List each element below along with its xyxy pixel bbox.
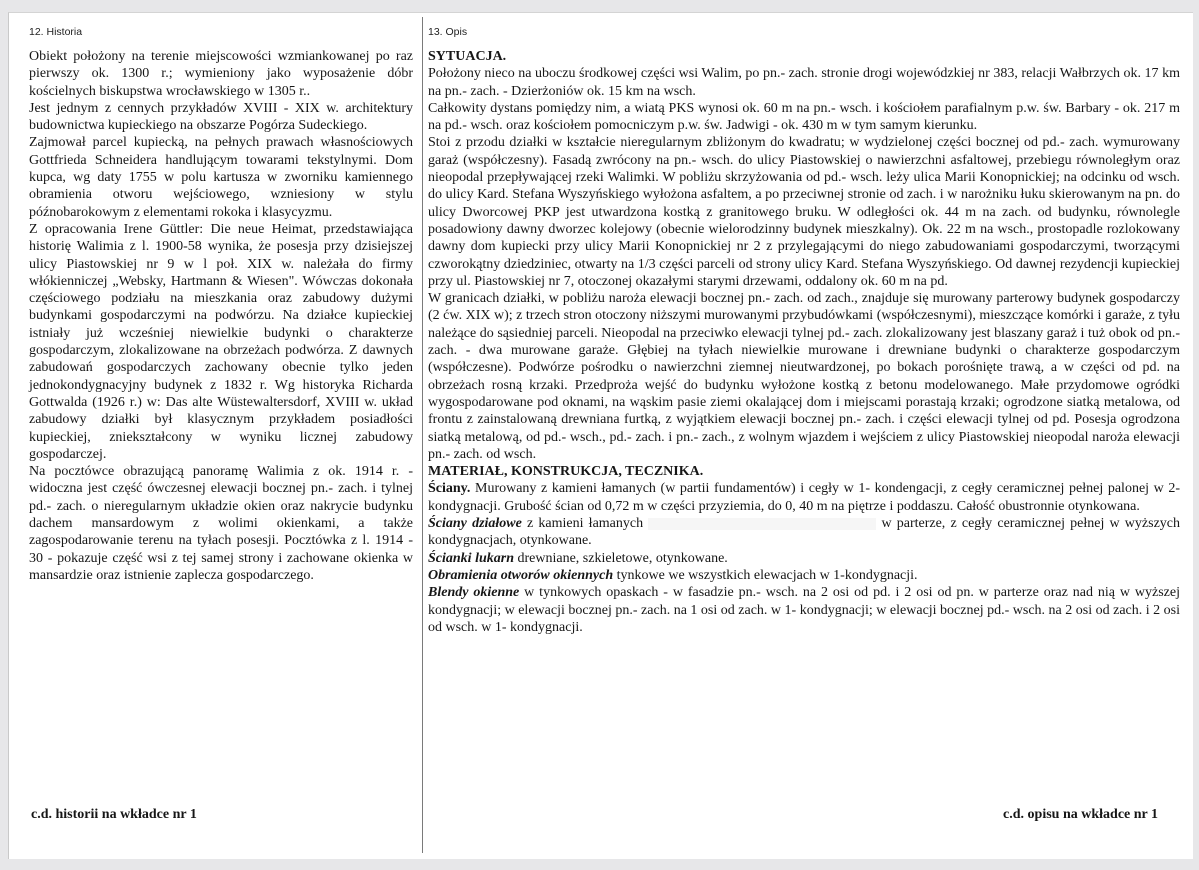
situation-paragraph: Położony nieco na uboczu środkowej części wsi Walim, po pn.- zach. stronie drogi wojewódzkiej nr 383, relacji Wałbrzych ok. 17 km na pn.- zach. - Dzierżoniów ok. 15 km na wsch. bbox=[428, 66, 1180, 99]
partition-walls-paragraph bbox=[428, 515, 1180, 550]
document-sheet bbox=[8, 12, 1193, 859]
history-text bbox=[29, 48, 413, 584]
description-column bbox=[428, 23, 1180, 853]
situation-heading: SYTUACJA. bbox=[428, 49, 507, 64]
walls-paragraph bbox=[428, 480, 1180, 515]
history-continuation-note: c.d. historii na wkładce nr 1 bbox=[31, 807, 197, 822]
situation-paragraph: Całkowity dystans pomiędzy nim, a wiatą PKS wynosi ok. 60 m na pn.- wsch. i kościołem parafialnym p.w. św. Barbary - ok. 217 m na pd.- wsch. oraz kościołem pomocniczym p.w. św. Jadwigi - ok. 430 m w tym samym kierunku. bbox=[428, 100, 1180, 134]
history-paragraph: Jest jednym z cennych przykładów XVIII - XIX w. architektury budownictwa kupieckiego na obszarze Pogórza Sudeckiego. bbox=[29, 100, 413, 134]
partition-walls-text: z kamieni łamanych bbox=[521, 516, 649, 532]
blind-windows-term: Blendy okienne bbox=[428, 585, 520, 601]
history-column bbox=[29, 23, 413, 853]
window-frames-paragraph bbox=[428, 567, 1180, 584]
blind-windows-text: w tynkowych opaskach - w fasadzie pn.- wsch. na 2 osi od pd. i 2 osi od pn. w parterze oraz nad nią w wyższej kondygnacji; w elewacji bocznej pn.- zach. na 1 osi od zach. w 1- kondygnacji; w elewacji bocznej pd.- wsch. na 2 osi od zach. i 2 osi od wsch. w 1- kondygnacji. bbox=[428, 585, 1180, 635]
history-paragraph: Zajmował parcel kupiecką, na pełnych prawach własnościowych Gottfrieda Schneidera handlującym towarami tekstylnymi. Dom kupca, wg daty 1755 w polu kartusza w zworniku kamiennego obramienia otworu wejściowego, wzniesiony w stylu późnobarokowym z elementami rokoka i klasycyzmu. bbox=[29, 135, 413, 220]
history-paragraph: Na pocztówce obrazującą panoramę Walimia z ok. 1914 r. - widoczna jest część ówczesnej elewacji bocznej pn.- zach. i tylnej pd.- zach. o nieregularnym układzie okien oraz nakrycie budynku dachem mansardowym z wolimi okienkami, a także zagospodarowanie terenu na tyłach posesji. Pocztówka z l. 1914 - 30 - pokazuje część wsi z tej samej strony i zachowane okienka w mansardzie oraz istnienie zaplecza gospodarczego. bbox=[29, 464, 413, 583]
material-heading: MATERIAŁ, KONSTRUKCJA, TECZNIKA. bbox=[428, 464, 704, 480]
dormer-walls-text: drewniane, szkieletowe, otynkowane. bbox=[513, 550, 728, 566]
column-divider bbox=[422, 17, 423, 853]
description-continuation-note: c.d. opisu na wkładce nr 1 bbox=[1003, 807, 1158, 822]
dormer-walls-term: Ścianki lukarn bbox=[428, 550, 514, 566]
blind-windows-paragraph bbox=[428, 584, 1180, 636]
situation-paragraph: Stoi z przodu działki w kształcie nieregularnym zbliżonym do kwadratu; w wydzielonej części bocznej od pd.- zach. wymurowany garaż (współczesny). Fasadą zwrócony na pn.- wsch. do ulicy Piastowskiej o nawierzchni asfaltowej, przebiegu równoległym oraz nieopodal przepływającej rzeki Walimki. W pobliżu skrzyżowania od pd.- wsch. leży ulica Marii Konopnickiej; na odcinku od wsch. do ulicy Kard. Stefana Wyszyńskiego wyłożona asfaltem, a po przeciwnej stronie od zach. i w narożniku łuku skierowanym na pn. do ulicy Dworcowej PKP jest utwardzona kostką z granitowego bruku. W odległości ok. 44 m na zach. od budynku, równolegle posadowiony dawny dworzec kolejowy (obecnie wielorodzinny budynek mieszkalny). Ok. 22 m na wsch., prostopadle rozlokowany dawny dom kupiecki przy ulicy Marii Konopnickiej nr 2 z przylegającymi do niego zabudowaniami gospodarczymi, tworzącymi czworokątny dziedziniec, otwarty na 1/3 części parceli od strony ulicy Kard. Stefana Wyszyńskiego. Od dawnej rezydencji kupieckiej przy ul. Piastowskiej nr 7, otoczonej okazałymi starymi drzewami, oddalony ok. 60 m na pd. bbox=[428, 135, 1180, 289]
dormer-walls-paragraph bbox=[428, 550, 1180, 567]
partition-walls-text-continued: w parterze, z cegły ceramicznej pełnej w wyższych kondygnacjach, otynkowane. bbox=[428, 516, 1181, 549]
description-header: 13. Opis bbox=[428, 26, 468, 38]
window-frames-text: tynkowe we wszystkich elewacjach w 1-kondygnacji. bbox=[613, 567, 918, 583]
description-text bbox=[428, 48, 1180, 636]
history-paragraph: Obiekt położony na terenie miejscowości wzmiankowanej po raz pierwszy ok. 1300 r.; wymieniony jako wyposażenie dóbr kościelnych biskupstwa wrocławskiego w 1305 r.. bbox=[29, 49, 413, 99]
window-frames-term: Obramienia otworów okiennych bbox=[428, 567, 614, 583]
partition-walls-term: Ściany działowe bbox=[428, 516, 522, 532]
walls-term: Ściany. bbox=[428, 481, 471, 497]
walls-text: Murowany z kamieni łamanych (w partii fundamentów) i cegły w 1- kondengacji, z cegły ceramicznej pełnej palonej w 2- kondygnacji. Grubość ścian od 0,72 m w części przyziemia, do 0, 40 m na piętrze i poddaszu. Całość obustronnie otynkowana. bbox=[428, 481, 1180, 514]
situation-paragraph: W granicach działki, w pobliżu naroża elewacji bocznej pn.- zach. od zach., znajduje się murowany parterowy budynek gospodarczy (2 ćw. XIX w); z trzech stron otoczony niższymi murowanymi przybudówkami (współczesnymi), mieszczące komórki i garaże, z tyłu należące do sąsiedniej parceli. Nieopodal na przeciwko elewacji tylnej pd.- zach. zlokalizowany jest blaszany garaż i tuż obok od pn.- zach. - dwa murowane garaże. Głębiej na tyłach niewielkie murowane i drewniane budynki o charakterze gospodarczym (współczesne). Podwórze pośrodku o nawierzchni ziemnej nieutwardzonej, po bokach porośnięte trawą, a w części od pd. na obrzeżach rosną krzaki. Przedproża wejść do budynku wyłożone kostką z betonu modelowanego. Małe przydomowe ogródki wygospodarowane pod oknami, na wąskim pasie ziemi okalającej dom i miejscami porastają krzaki; ogrodzone siatką metalowa, od frontu z zainstalowaną drewniana furtką, z wyjątkiem elewacji bocznej pn.- zach. i części elewacji tylnej od pd. Posesja ogrodzona siatką metalową, od pd.- wsch., pd.- zach. i pn.- zach., z wolnym wjazdem i wejściem z ulicy Piastowskiej nieopodal naroża elewacji pn.- zach. od wsch. bbox=[428, 291, 1180, 462]
history-paragraph: Z opracowania Irene Güttler: Die neue Heimat, przedstawiająca historię Walimia z l. 1900-58 wynika, że posesja przy dzisiejszej ulicy Piastowskiej nr 9 w l poł. XIX w. należała do firmy włókienniczej „Websky, Hartmann & Wiesen". Wówczas dokonała częściowego podziału na mieszkania oraz zabudowy dużymi budynkami gospodarczymi na podwórzu. Na działce kupieckiej istniały już wcześniej niewielkie budynki o charakterze gospodarczym, zlokalizowane na obrzeżach podwórza. Z dawnych zabudowań gospodarczych zachowany obecnie tylko jeden jednokondygnacyjny budynek z 1832 r. Wg historyka Richarda Gottwalda (1926 r.) w: Das alte Wüstewaltersdorf, XVIII w. układ zabudowy działki był klasycznym przykładem posiadłości kupieckiej, zniekształcony w wyniku licznej zabudowy gospodarczej. bbox=[29, 221, 413, 462]
history-header: 12. Historia bbox=[29, 26, 83, 38]
redacted-blank bbox=[648, 518, 876, 530]
